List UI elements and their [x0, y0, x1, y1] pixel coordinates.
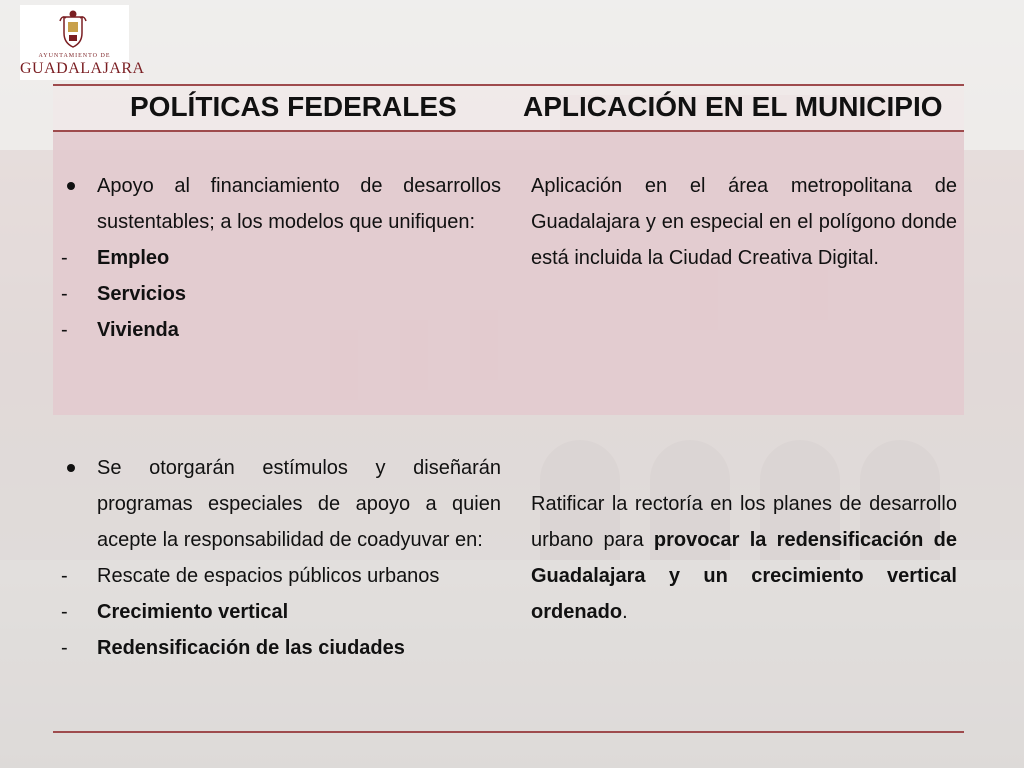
bullet-icon — [67, 182, 75, 190]
row1-item-3: Vivienda — [97, 319, 179, 341]
list-item: - Empleo — [61, 247, 170, 269]
list-item: - Crecimiento vertical — [61, 601, 289, 623]
coat-of-arms-icon — [58, 9, 88, 49]
row2-right-plain: Ratificar la rectoría en los planes de desarrollo urbano para — [531, 493, 957, 551]
list-item: - Rescate de espacios públicos urbanos — [61, 565, 440, 587]
bullet-icon — [67, 464, 75, 472]
list-item: - Servicios — [61, 283, 186, 305]
list-item — [58, 450, 501, 558]
list-item: - Redensificación de las ciudades — [61, 637, 405, 659]
row1-bullet-text: Apoyo al financiamiento de desarrollos sustentables; a los modelos que unifiquen: — [97, 175, 501, 233]
header-rule — [53, 130, 964, 132]
row2-right-cell — [531, 486, 957, 630]
row2-left-cell — [58, 450, 501, 666]
row1-left-cell — [58, 168, 501, 348]
row2-right-bold: provocar la redensificación de Guadalajara y un crecimiento vertical ordenado — [531, 529, 958, 623]
table-header — [53, 86, 964, 130]
row2-item-3: Redensificación de las ciudades — [97, 637, 405, 659]
row1-item-2: Servicios — [97, 283, 186, 305]
logo-title: GUADALAJARA — [20, 60, 145, 77]
logo — [20, 5, 145, 80]
row1-right-cell — [531, 168, 957, 276]
list-item — [58, 168, 501, 240]
top-rule — [53, 84, 964, 86]
bottom-rule — [53, 731, 964, 733]
column-header-federal: POLÍTICAS FEDERALES — [130, 91, 457, 122]
row2-item-1: Rescate de espacios públicos urbanos — [97, 565, 440, 587]
row1-item-1: Empleo — [97, 247, 170, 269]
row2-right-text — [531, 486, 957, 630]
row2-bullet-text: Se otorgarán estímulos y diseñarán programas especiales de apoyo a quien acepte la responsabilidad de coadyuvar en: — [97, 457, 501, 551]
logo-subtitle: AYUNTAMIENTO DE — [38, 53, 111, 59]
column-header-municipal: APLICACIÓN EN EL MUNICIPIO — [523, 91, 943, 122]
list-item: - Vivienda — [61, 319, 179, 341]
row1-right-text: Aplicación en el área metropolitana de Guadalajara y en especial en el polígono donde está incluida la Ciudad Creativa Digital. — [531, 175, 957, 269]
row2-right-end: . — [622, 601, 628, 623]
row2-item-2: Crecimiento vertical — [97, 601, 289, 623]
